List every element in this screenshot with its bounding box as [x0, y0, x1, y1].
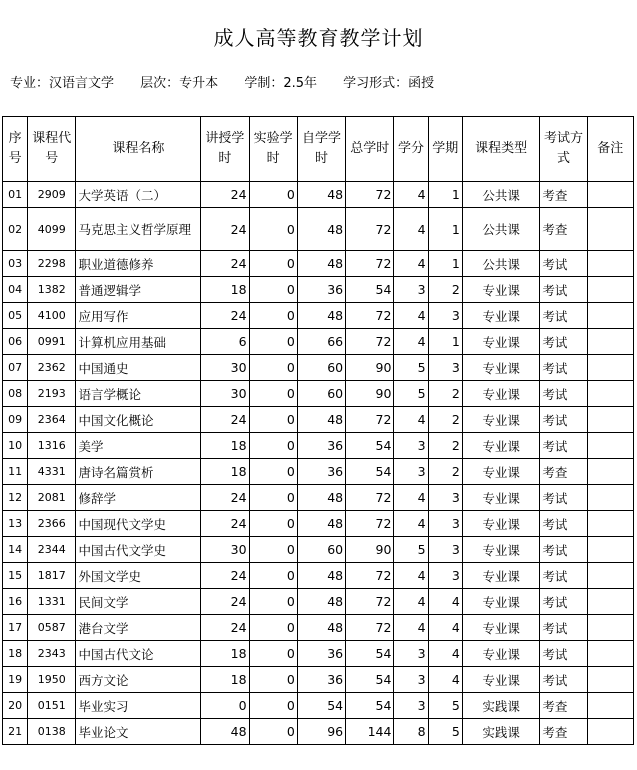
table-row — [3, 641, 634, 667]
cell-type: 公共课 — [462, 251, 539, 277]
cell-note — [587, 537, 633, 563]
cell-no: 17 — [3, 615, 28, 641]
header-credit: 学分 — [394, 117, 428, 182]
cell-type: 实践课 — [462, 719, 539, 745]
cell-name: 外国文学史 — [76, 563, 201, 589]
cell-credit: 4 — [394, 251, 428, 277]
table-row — [3, 667, 634, 693]
cell-total: 72 — [346, 511, 394, 537]
cell-term: 3 — [428, 563, 462, 589]
duration-label: 学制：2.5年 — [244, 76, 317, 91]
cell-total: 72 — [346, 407, 394, 433]
cell-type: 专业课 — [462, 511, 539, 537]
table-row — [3, 433, 634, 459]
cell-no: 05 — [3, 303, 28, 329]
cell-term: 2 — [428, 407, 462, 433]
header-code: 课程代号 — [28, 117, 76, 182]
cell-credit: 3 — [394, 459, 428, 485]
cell-self: 48 — [297, 511, 345, 537]
cell-no: 06 — [3, 329, 28, 355]
major-label: 专业：汉语言文学 — [10, 76, 115, 91]
cell-lab: 0 — [249, 563, 297, 589]
cell-no: 09 — [3, 407, 28, 433]
cell-lecture: 24 — [201, 182, 249, 208]
cell-name: 中国古代文学史 — [76, 537, 201, 563]
cell-term: 2 — [428, 381, 462, 407]
cell-type: 专业课 — [462, 485, 539, 511]
cell-type: 专业课 — [462, 641, 539, 667]
cell-total: 90 — [346, 537, 394, 563]
cell-lecture: 18 — [201, 277, 249, 303]
cell-code: 2193 — [28, 381, 76, 407]
header-name: 课程名称 — [76, 117, 201, 182]
table-row — [3, 208, 634, 251]
cell-name: 职业道德修养 — [76, 251, 201, 277]
cell-self: 54 — [297, 693, 345, 719]
cell-self: 36 — [297, 641, 345, 667]
table-row — [3, 277, 634, 303]
cell-self: 48 — [297, 589, 345, 615]
cell-exam: 考试 — [540, 251, 587, 277]
cell-type: 专业课 — [462, 667, 539, 693]
cell-type: 专业课 — [462, 563, 539, 589]
cell-exam: 考查 — [540, 693, 587, 719]
cell-lecture: 24 — [201, 303, 249, 329]
cell-code: 1316 — [28, 433, 76, 459]
table-row — [3, 381, 634, 407]
cell-name: 美学 — [76, 433, 201, 459]
cell-self: 48 — [297, 251, 345, 277]
cell-no: 10 — [3, 433, 28, 459]
cell-total: 54 — [346, 667, 394, 693]
cell-code: 1950 — [28, 667, 76, 693]
cell-type: 专业课 — [462, 381, 539, 407]
cell-name: 语言学概论 — [76, 381, 201, 407]
cell-type: 专业课 — [462, 615, 539, 641]
cell-name: 毕业实习 — [76, 693, 201, 719]
cell-code: 4331 — [28, 459, 76, 485]
cell-no: 16 — [3, 589, 28, 615]
cell-note — [587, 667, 633, 693]
cell-credit: 3 — [394, 667, 428, 693]
cell-note — [587, 182, 633, 208]
cell-no: 11 — [3, 459, 28, 485]
cell-note — [587, 589, 633, 615]
cell-self: 48 — [297, 563, 345, 589]
cell-exam: 考试 — [540, 381, 587, 407]
cell-total: 72 — [346, 329, 394, 355]
cell-code: 2366 — [28, 511, 76, 537]
cell-lecture: 30 — [201, 355, 249, 381]
cell-no: 03 — [3, 251, 28, 277]
cell-name: 民间文学 — [76, 589, 201, 615]
table-row — [3, 355, 634, 381]
cell-self: 48 — [297, 407, 345, 433]
cell-lecture: 24 — [201, 511, 249, 537]
cell-name: 毕业论文 — [76, 719, 201, 745]
cell-credit: 4 — [394, 485, 428, 511]
cell-total: 90 — [346, 355, 394, 381]
cell-lecture: 24 — [201, 615, 249, 641]
cell-lab: 0 — [249, 355, 297, 381]
cell-credit: 3 — [394, 277, 428, 303]
cell-no: 18 — [3, 641, 28, 667]
header-exam: 考试方式 — [540, 117, 587, 182]
cell-note — [587, 208, 633, 251]
cell-lecture: 18 — [201, 641, 249, 667]
cell-lab: 0 — [249, 182, 297, 208]
cell-no: 02 — [3, 208, 28, 251]
cell-term: 1 — [428, 251, 462, 277]
cell-self: 96 — [297, 719, 345, 745]
cell-exam: 考查 — [540, 459, 587, 485]
header-lecture: 讲授学时 — [201, 117, 249, 182]
cell-code: 1817 — [28, 563, 76, 589]
cell-credit: 4 — [394, 563, 428, 589]
cell-exam: 考试 — [540, 329, 587, 355]
table-row — [3, 329, 634, 355]
cell-lab: 0 — [249, 485, 297, 511]
cell-exam: 考试 — [540, 355, 587, 381]
cell-credit: 5 — [394, 537, 428, 563]
cell-lab: 0 — [249, 277, 297, 303]
cell-lab: 0 — [249, 459, 297, 485]
cell-note — [587, 303, 633, 329]
cell-credit: 4 — [394, 208, 428, 251]
cell-type: 专业课 — [462, 303, 539, 329]
table-row — [3, 615, 634, 641]
cell-term: 4 — [428, 589, 462, 615]
cell-code: 4099 — [28, 208, 76, 251]
cell-note — [587, 407, 633, 433]
cell-lab: 0 — [249, 589, 297, 615]
cell-exam: 考试 — [540, 615, 587, 641]
cell-code: 0991 — [28, 329, 76, 355]
cell-type: 专业课 — [462, 407, 539, 433]
study-form-label: 学习形式：函授 — [343, 76, 435, 91]
table-row — [3, 182, 634, 208]
cell-lab: 0 — [249, 693, 297, 719]
cell-code: 2344 — [28, 537, 76, 563]
cell-name: 港台文学 — [76, 615, 201, 641]
cell-lab: 0 — [249, 329, 297, 355]
cell-no: 01 — [3, 182, 28, 208]
cell-name: 大学英语（二） — [76, 182, 201, 208]
cell-credit: 3 — [394, 641, 428, 667]
cell-exam: 考试 — [540, 511, 587, 537]
cell-term: 5 — [428, 719, 462, 745]
cell-self: 48 — [297, 303, 345, 329]
cell-no: 07 — [3, 355, 28, 381]
cell-type: 专业课 — [462, 459, 539, 485]
cell-name: 中国古代文论 — [76, 641, 201, 667]
cell-self: 60 — [297, 537, 345, 563]
table-row — [3, 485, 634, 511]
cell-code: 1382 — [28, 277, 76, 303]
cell-self: 48 — [297, 615, 345, 641]
document-title: 成人高等教育教学计划 — [213, 26, 424, 50]
cell-lab: 0 — [249, 719, 297, 745]
header-note: 备注 — [587, 117, 633, 182]
cell-name: 计算机应用基础 — [76, 329, 201, 355]
cell-total: 72 — [346, 208, 394, 251]
cell-lab: 0 — [249, 407, 297, 433]
cell-self: 36 — [297, 277, 345, 303]
cell-lecture: 24 — [201, 589, 249, 615]
cell-lecture: 6 — [201, 329, 249, 355]
cell-type: 专业课 — [462, 355, 539, 381]
table-row — [3, 303, 634, 329]
cell-no: 20 — [3, 693, 28, 719]
table-row — [3, 589, 634, 615]
cell-credit: 4 — [394, 303, 428, 329]
cell-exam: 考查 — [540, 719, 587, 745]
cell-type: 专业课 — [462, 433, 539, 459]
cell-code: 2364 — [28, 407, 76, 433]
cell-lab: 0 — [249, 511, 297, 537]
cell-exam: 考查 — [540, 182, 587, 208]
cell-lab: 0 — [249, 537, 297, 563]
header-no: 序号 — [3, 117, 28, 182]
cell-term: 2 — [428, 433, 462, 459]
cell-term: 5 — [428, 693, 462, 719]
cell-exam: 考试 — [540, 303, 587, 329]
cell-lab: 0 — [249, 615, 297, 641]
cell-code: 0151 — [28, 693, 76, 719]
cell-total: 72 — [346, 589, 394, 615]
cell-lecture: 30 — [201, 537, 249, 563]
cell-term: 3 — [428, 511, 462, 537]
cell-name: 应用写作 — [76, 303, 201, 329]
cell-type: 专业课 — [462, 589, 539, 615]
cell-type: 专业课 — [462, 537, 539, 563]
cell-code: 2081 — [28, 485, 76, 511]
cell-code: 0587 — [28, 615, 76, 641]
cell-type: 实践课 — [462, 693, 539, 719]
cell-exam: 考试 — [540, 563, 587, 589]
teaching-plan-table — [2, 116, 634, 745]
cell-self: 48 — [297, 208, 345, 251]
cell-no: 12 — [3, 485, 28, 511]
cell-note — [587, 485, 633, 511]
cell-name: 马克思主义哲学原理 — [76, 208, 201, 251]
cell-type: 专业课 — [462, 277, 539, 303]
table-row — [3, 251, 634, 277]
cell-no: 19 — [3, 667, 28, 693]
cell-name: 西方文论 — [76, 667, 201, 693]
cell-note — [587, 511, 633, 537]
cell-total: 54 — [346, 277, 394, 303]
cell-lecture: 18 — [201, 459, 249, 485]
cell-self: 36 — [297, 433, 345, 459]
cell-note — [587, 433, 633, 459]
cell-lecture: 18 — [201, 667, 249, 693]
cell-code: 2909 — [28, 182, 76, 208]
cell-no: 14 — [3, 537, 28, 563]
cell-lecture: 24 — [201, 563, 249, 589]
header-term: 学期 — [428, 117, 462, 182]
cell-no: 08 — [3, 381, 28, 407]
cell-exam: 考试 — [540, 589, 587, 615]
cell-total: 72 — [346, 182, 394, 208]
cell-lab: 0 — [249, 208, 297, 251]
cell-type: 公共课 — [462, 208, 539, 251]
cell-lecture: 18 — [201, 433, 249, 459]
cell-term: 4 — [428, 641, 462, 667]
cell-lecture: 24 — [201, 208, 249, 251]
cell-credit: 4 — [394, 407, 428, 433]
cell-type: 公共课 — [462, 182, 539, 208]
cell-credit: 5 — [394, 381, 428, 407]
cell-code: 0138 — [28, 719, 76, 745]
cell-self: 48 — [297, 182, 345, 208]
cell-code: 2343 — [28, 641, 76, 667]
cell-self: 48 — [297, 485, 345, 511]
cell-term: 2 — [428, 277, 462, 303]
cell-note — [587, 693, 633, 719]
cell-term: 4 — [428, 667, 462, 693]
cell-name: 唐诗名篇赏析 — [76, 459, 201, 485]
cell-code: 2298 — [28, 251, 76, 277]
cell-code: 1331 — [28, 589, 76, 615]
cell-note — [587, 355, 633, 381]
cell-credit: 3 — [394, 433, 428, 459]
cell-code: 4100 — [28, 303, 76, 329]
cell-name: 修辞学 — [76, 485, 201, 511]
cell-total: 90 — [346, 381, 394, 407]
cell-code: 2362 — [28, 355, 76, 381]
cell-lab: 0 — [249, 433, 297, 459]
cell-lab: 0 — [249, 251, 297, 277]
table-row — [3, 459, 634, 485]
table-row — [3, 537, 634, 563]
table-header-row — [3, 117, 634, 182]
cell-exam: 考试 — [540, 537, 587, 563]
cell-note — [587, 459, 633, 485]
cell-type: 专业课 — [462, 329, 539, 355]
cell-note — [587, 615, 633, 641]
cell-lecture: 30 — [201, 381, 249, 407]
cell-term: 3 — [428, 485, 462, 511]
cell-self: 36 — [297, 667, 345, 693]
cell-exam: 考试 — [540, 485, 587, 511]
cell-total: 54 — [346, 459, 394, 485]
cell-credit: 5 — [394, 355, 428, 381]
cell-note — [587, 641, 633, 667]
cell-lab: 0 — [249, 667, 297, 693]
cell-exam: 考试 — [540, 667, 587, 693]
cell-total: 72 — [346, 485, 394, 511]
cell-total: 72 — [346, 251, 394, 277]
cell-total: 72 — [346, 303, 394, 329]
cell-self: 66 — [297, 329, 345, 355]
program-info — [10, 72, 456, 91]
cell-exam: 考试 — [540, 277, 587, 303]
cell-no: 21 — [3, 719, 28, 745]
cell-term: 1 — [428, 208, 462, 251]
cell-credit: 8 — [394, 719, 428, 745]
cell-name: 中国现代文学史 — [76, 511, 201, 537]
cell-total: 72 — [346, 563, 394, 589]
cell-no: 15 — [3, 563, 28, 589]
cell-total: 54 — [346, 693, 394, 719]
cell-credit: 3 — [394, 693, 428, 719]
cell-term: 3 — [428, 303, 462, 329]
cell-exam: 考试 — [540, 641, 587, 667]
cell-credit: 4 — [394, 615, 428, 641]
cell-total: 144 — [346, 719, 394, 745]
header-total: 总学时 — [346, 117, 394, 182]
cell-note — [587, 381, 633, 407]
table-row — [3, 693, 634, 719]
cell-term: 2 — [428, 459, 462, 485]
cell-lecture: 24 — [201, 407, 249, 433]
cell-total: 54 — [346, 433, 394, 459]
cell-term: 3 — [428, 355, 462, 381]
cell-lecture: 48 — [201, 719, 249, 745]
cell-name: 普通逻辑学 — [76, 277, 201, 303]
cell-term: 4 — [428, 615, 462, 641]
cell-self: 60 — [297, 355, 345, 381]
level-label: 层次：专升本 — [140, 76, 219, 91]
table-row — [3, 511, 634, 537]
cell-note — [587, 251, 633, 277]
cell-no: 04 — [3, 277, 28, 303]
table-row — [3, 719, 634, 745]
cell-term: 3 — [428, 537, 462, 563]
header-type: 课程类型 — [462, 117, 539, 182]
cell-total: 54 — [346, 641, 394, 667]
cell-lecture: 0 — [201, 693, 249, 719]
header-self: 自学学时 — [297, 117, 345, 182]
table-row — [3, 407, 634, 433]
table-row — [3, 563, 634, 589]
cell-note — [587, 277, 633, 303]
cell-no: 13 — [3, 511, 28, 537]
cell-self: 60 — [297, 381, 345, 407]
cell-exam: 考试 — [540, 407, 587, 433]
cell-name: 中国文化概论 — [76, 407, 201, 433]
cell-credit: 4 — [394, 329, 428, 355]
cell-lab: 0 — [249, 641, 297, 667]
cell-name: 中国通史 — [76, 355, 201, 381]
cell-lab: 0 — [249, 303, 297, 329]
cell-term: 1 — [428, 329, 462, 355]
cell-self: 36 — [297, 459, 345, 485]
cell-note — [587, 563, 633, 589]
cell-credit: 4 — [394, 511, 428, 537]
cell-total: 72 — [346, 615, 394, 641]
cell-exam: 考查 — [540, 208, 587, 251]
cell-credit: 4 — [394, 589, 428, 615]
cell-note — [587, 329, 633, 355]
cell-lecture: 24 — [201, 251, 249, 277]
cell-lecture: 24 — [201, 485, 249, 511]
cell-term: 1 — [428, 182, 462, 208]
cell-exam: 考试 — [540, 433, 587, 459]
cell-lab: 0 — [249, 381, 297, 407]
cell-note — [587, 719, 633, 745]
header-lab: 实验学时 — [249, 117, 297, 182]
cell-credit: 4 — [394, 182, 428, 208]
